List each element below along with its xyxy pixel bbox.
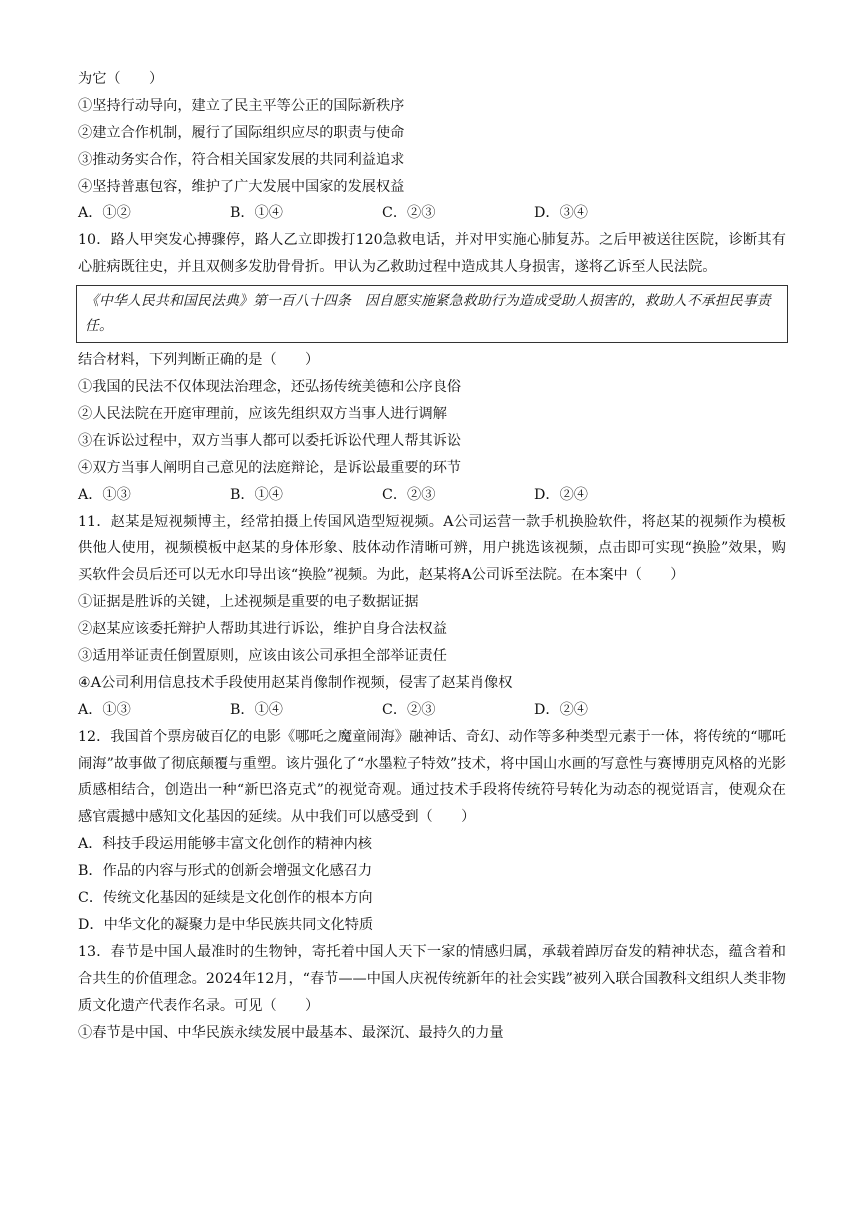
q11-option-d: D．②④ — [534, 701, 588, 718]
q11-item-3: ③适用举证责任倒置原则，应该由该公司承担全部举证责任 — [78, 648, 447, 664]
q11-option-b: B．①④ — [230, 701, 283, 718]
q10-item-4: ④双方当事人阐明自己意见的法庭辩论，是诉讼最重要的环节 — [78, 459, 462, 476]
q9-option-d: D．③④ — [534, 205, 588, 222]
q10-stem: 10．路人甲突发心搏骤停，路人乙立即拨打120急救电话，并对甲实施心肺复苏。之后甲被送往医院，诊断其有心脏病既往史，并且双侧多发肋骨骨折。甲认为乙救助过程中造成其人身损害，遂将乙诉至人民法院。 — [78, 232, 786, 276]
q11-item-4: ④A公司利用信息技术手段使用赵某肖像制作视频，侵害了赵某肖像权 — [78, 674, 513, 691]
q9-item-1: ①坚持行动导向，建立了民主平等公正的国际新秩序 — [78, 97, 405, 114]
q10-item-1: ①我国的民法不仅体现法治理念，还弘扬传统美德和公序良俗 — [78, 379, 462, 396]
q10-item-2: ②人民法院在开庭审理前，应该先组织双方当事人进行调解 — [78, 405, 447, 422]
q10-law-box: 《中华人民共和国民法典》第一百八十四条 因自愿实施紧急救助行为造成受助人损害的，救助人不承担民事责任。 — [76, 285, 788, 343]
q11-options — [78, 697, 786, 724]
q9-option-b: B．①④ — [230, 205, 283, 222]
q10-option-a: A．①③ — [78, 486, 131, 503]
q9-stem-tail: 为它（ ） — [78, 71, 164, 87]
q11-item-1: ①证据是胜诉的关键，上述视频是重要的电子数据证据 — [78, 594, 419, 611]
exam-page — [78, 66, 786, 1046]
q12-stem: 12．我国首个票房破百亿的电影《哪吒之魔童闹海》融神话、奇幻、动作等多种类型元素于一体，将传统的“哪吒闹海”故事做了彻底颠覆与重塑。该片强化了“水墨粒子特效”技术，将中国山水画的写意性与赛博朋克风格的光影质感相结合，创造出一种“新巴洛克式”的视觉奇观。通过技术手段将传统符号转化为动态的视觉语言，使观众在感官震撼中感知文化基因的延续。从中我们可以感受到（ ） — [78, 728, 786, 826]
q9-item-3: ③推动务实合作，符合相关国家发展的共同利益追求 — [78, 151, 405, 168]
q9-option-c: C．②③ — [382, 205, 436, 222]
q10-item-3: ③在诉讼过程中，双方当事人都可以委托诉讼代理人帮其诉讼 — [78, 432, 462, 449]
q11-option-a: A．①③ — [78, 701, 131, 718]
q10-question: 结合材料，下列判断正确的是（ ） — [78, 352, 320, 369]
q12-option-a: A．科技手段运用能够丰富文化创作的精神内核 — [78, 836, 372, 853]
q10-options — [78, 482, 786, 509]
q9-options — [78, 200, 786, 227]
q9-option-a: A．①② — [78, 205, 131, 222]
q11-option-c: C．②③ — [382, 701, 436, 718]
q11-item-2: ②赵某应该委托辩护人帮助其进行诉讼，维护自身合法权益 — [78, 621, 447, 638]
q10-option-d: D．②④ — [534, 486, 588, 503]
q11-stem: 11．赵某是短视频博主，经常拍摄上传国风造型短视频。A公司运营一款手机换脸软件，将赵某的视频作为模板供他人使用，视频模板中赵某的身体形象、肢体动作清晰可辨，用户挑选该视频，点击即可实现“换脸”效果，购买软件会员后还可以无水印导出该“换脸”视频。为此，赵某将A公司诉至法院。在本案中（ ） — [78, 513, 786, 584]
q13-item-1: ①春节是中国、中华民族永续发展中最基本、最深沉、最持久的力量 — [78, 1024, 504, 1041]
q12-option-d: D．中华文化的凝聚力是中华民族共同文化特质 — [78, 916, 374, 933]
q9-item-2: ②建立合作机制，履行了国际组织应尽的职责与使命 — [78, 124, 405, 141]
q9-item-4: ④坚持普惠包容，维护了广大发展中国家的发展权益 — [78, 178, 405, 195]
q10-option-c: C．②③ — [382, 486, 436, 503]
q12-option-c: C．传统文化基因的延续是文化创作的根本方向 — [78, 890, 373, 907]
q13-stem: 13．春节是中国人最准时的生物钟，寄托着中国人天下一家的情感归属，承载着踔厉奋发的精神状态，蕴含着和合共生的价值理念。2024年12月，“春节——中国人庆祝传统新年的社会实践”被列入联合国教科文组织人类非物质文化遗产代表作名录。可见（ ） — [78, 943, 786, 1014]
q10-option-b: B．①④ — [230, 486, 283, 503]
q12-option-b: B．作品的内容与形式的创新会增强文化感召力 — [78, 863, 373, 880]
